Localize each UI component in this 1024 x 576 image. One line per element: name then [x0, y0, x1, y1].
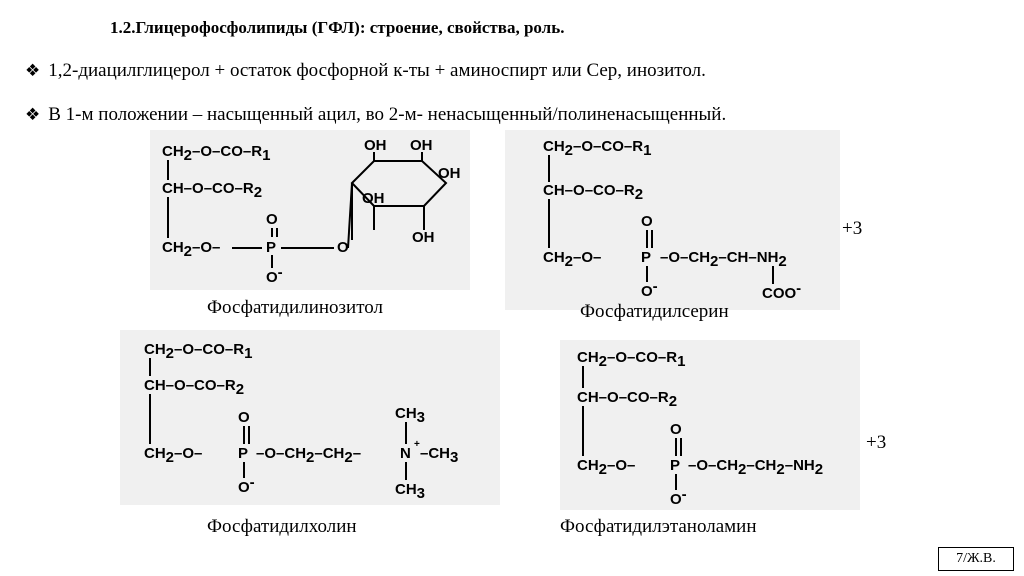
inositol-oh-3: OH — [438, 165, 461, 182]
caption-phosphatidylcholine: Фосфатидилхолин — [207, 516, 357, 537]
pc-phosphorus: P — [238, 445, 249, 462]
structure-phosphatidylcholine — [144, 341, 458, 502]
pc-nitrogen: N — [400, 445, 411, 462]
ps-o-minus: O- — [641, 278, 658, 300]
pc-ch3-top: CH3 — [395, 405, 426, 426]
structure-phosphatidylserine — [543, 138, 801, 302]
inositol-oh-1: OH — [364, 137, 387, 154]
pi-o-minus: O- — [266, 264, 283, 286]
pi-o-link: O — [337, 239, 349, 256]
slide-title: 1.2.Глицерофосфолипиды (ГФЛ): строение, свойства, роль. — [110, 18, 565, 37]
bullet-2-text: В 1-м положении – насыщенный ацил, во 2-м- ненасыщенный/полиненасыщенный. — [48, 104, 727, 125]
ps-chain: –O–CH2–CH–NH2 — [660, 249, 787, 270]
pc-chain: –O–CH2–CH2– — [256, 445, 362, 466]
pc-ch3-right: –CH3 — [420, 445, 459, 466]
pi-phosphorus: P — [266, 239, 277, 256]
pc-o-minus: O- — [238, 474, 255, 496]
bullet-1-text: 1,2-диацилглицерол + остаток фосфорной к-ты + аминоспирт или Сер, инозитол. — [48, 60, 706, 81]
pe-ch2-b: CH2–O– — [577, 457, 636, 478]
caption-phosphatidylinositol: Фосфатидилинозитол — [207, 297, 383, 318]
structure-phosphatidylethanolamine — [577, 349, 823, 508]
pc-plus: + — [414, 439, 420, 450]
inositol-oh-5: OH — [412, 229, 435, 246]
ps-coo-minus: COO- — [762, 280, 802, 302]
ps-ch2-b: CH2–O– — [543, 249, 602, 270]
pe-o-top: O — [670, 421, 682, 438]
pc-o-top: O — [238, 409, 250, 426]
ps-ch: CH–O–CO–R2 — [543, 182, 644, 203]
pi-ch2-a: CH2–O–CO–R1 — [162, 143, 271, 164]
pe-ch: CH–O–CO–R2 — [577, 389, 678, 410]
page-number-box: 7/Ж.В. — [938, 547, 1014, 571]
pe-phosphorus: P — [670, 457, 681, 474]
inositol-oh-4: OH — [362, 190, 385, 207]
pc-ch2-b: CH2–O– — [144, 445, 203, 466]
ps-ch2-a: CH2–O–CO–R1 — [543, 138, 652, 159]
pe-ch2-a: CH2–O–CO–R1 — [577, 349, 686, 370]
diamond-bullet-icon: ❖ — [25, 61, 41, 81]
pe-chain: –O–CH2–CH2–NH2 — [688, 457, 824, 478]
pc-ch3-bottom: CH3 — [395, 481, 426, 502]
pc-ch: CH–O–CO–R2 — [144, 377, 245, 398]
structure-phosphatidylinositol — [162, 137, 461, 286]
pi-ch2-b: CH2–O– — [162, 239, 221, 260]
ps-phosphorus: P — [641, 249, 652, 266]
diamond-bullet-icon: ❖ — [25, 105, 41, 125]
inositol-oh-2: OH — [410, 137, 433, 154]
ps-o-top: O — [641, 213, 653, 230]
ps-charge-label: +3 — [842, 218, 863, 239]
pe-o-minus: O- — [670, 486, 687, 508]
pi-o-top: O — [266, 211, 278, 228]
pc-ch2-a: CH2–O–CO–R1 — [144, 341, 253, 362]
pi-ch: CH–O–CO–R2 — [162, 180, 263, 201]
pe-charge-label: +3 — [866, 432, 887, 453]
caption-phosphatidylethanolamine: Фосфатидилэтаноламин — [560, 516, 757, 537]
caption-phosphatidylserine: Фосфатидилсерин — [580, 301, 729, 322]
